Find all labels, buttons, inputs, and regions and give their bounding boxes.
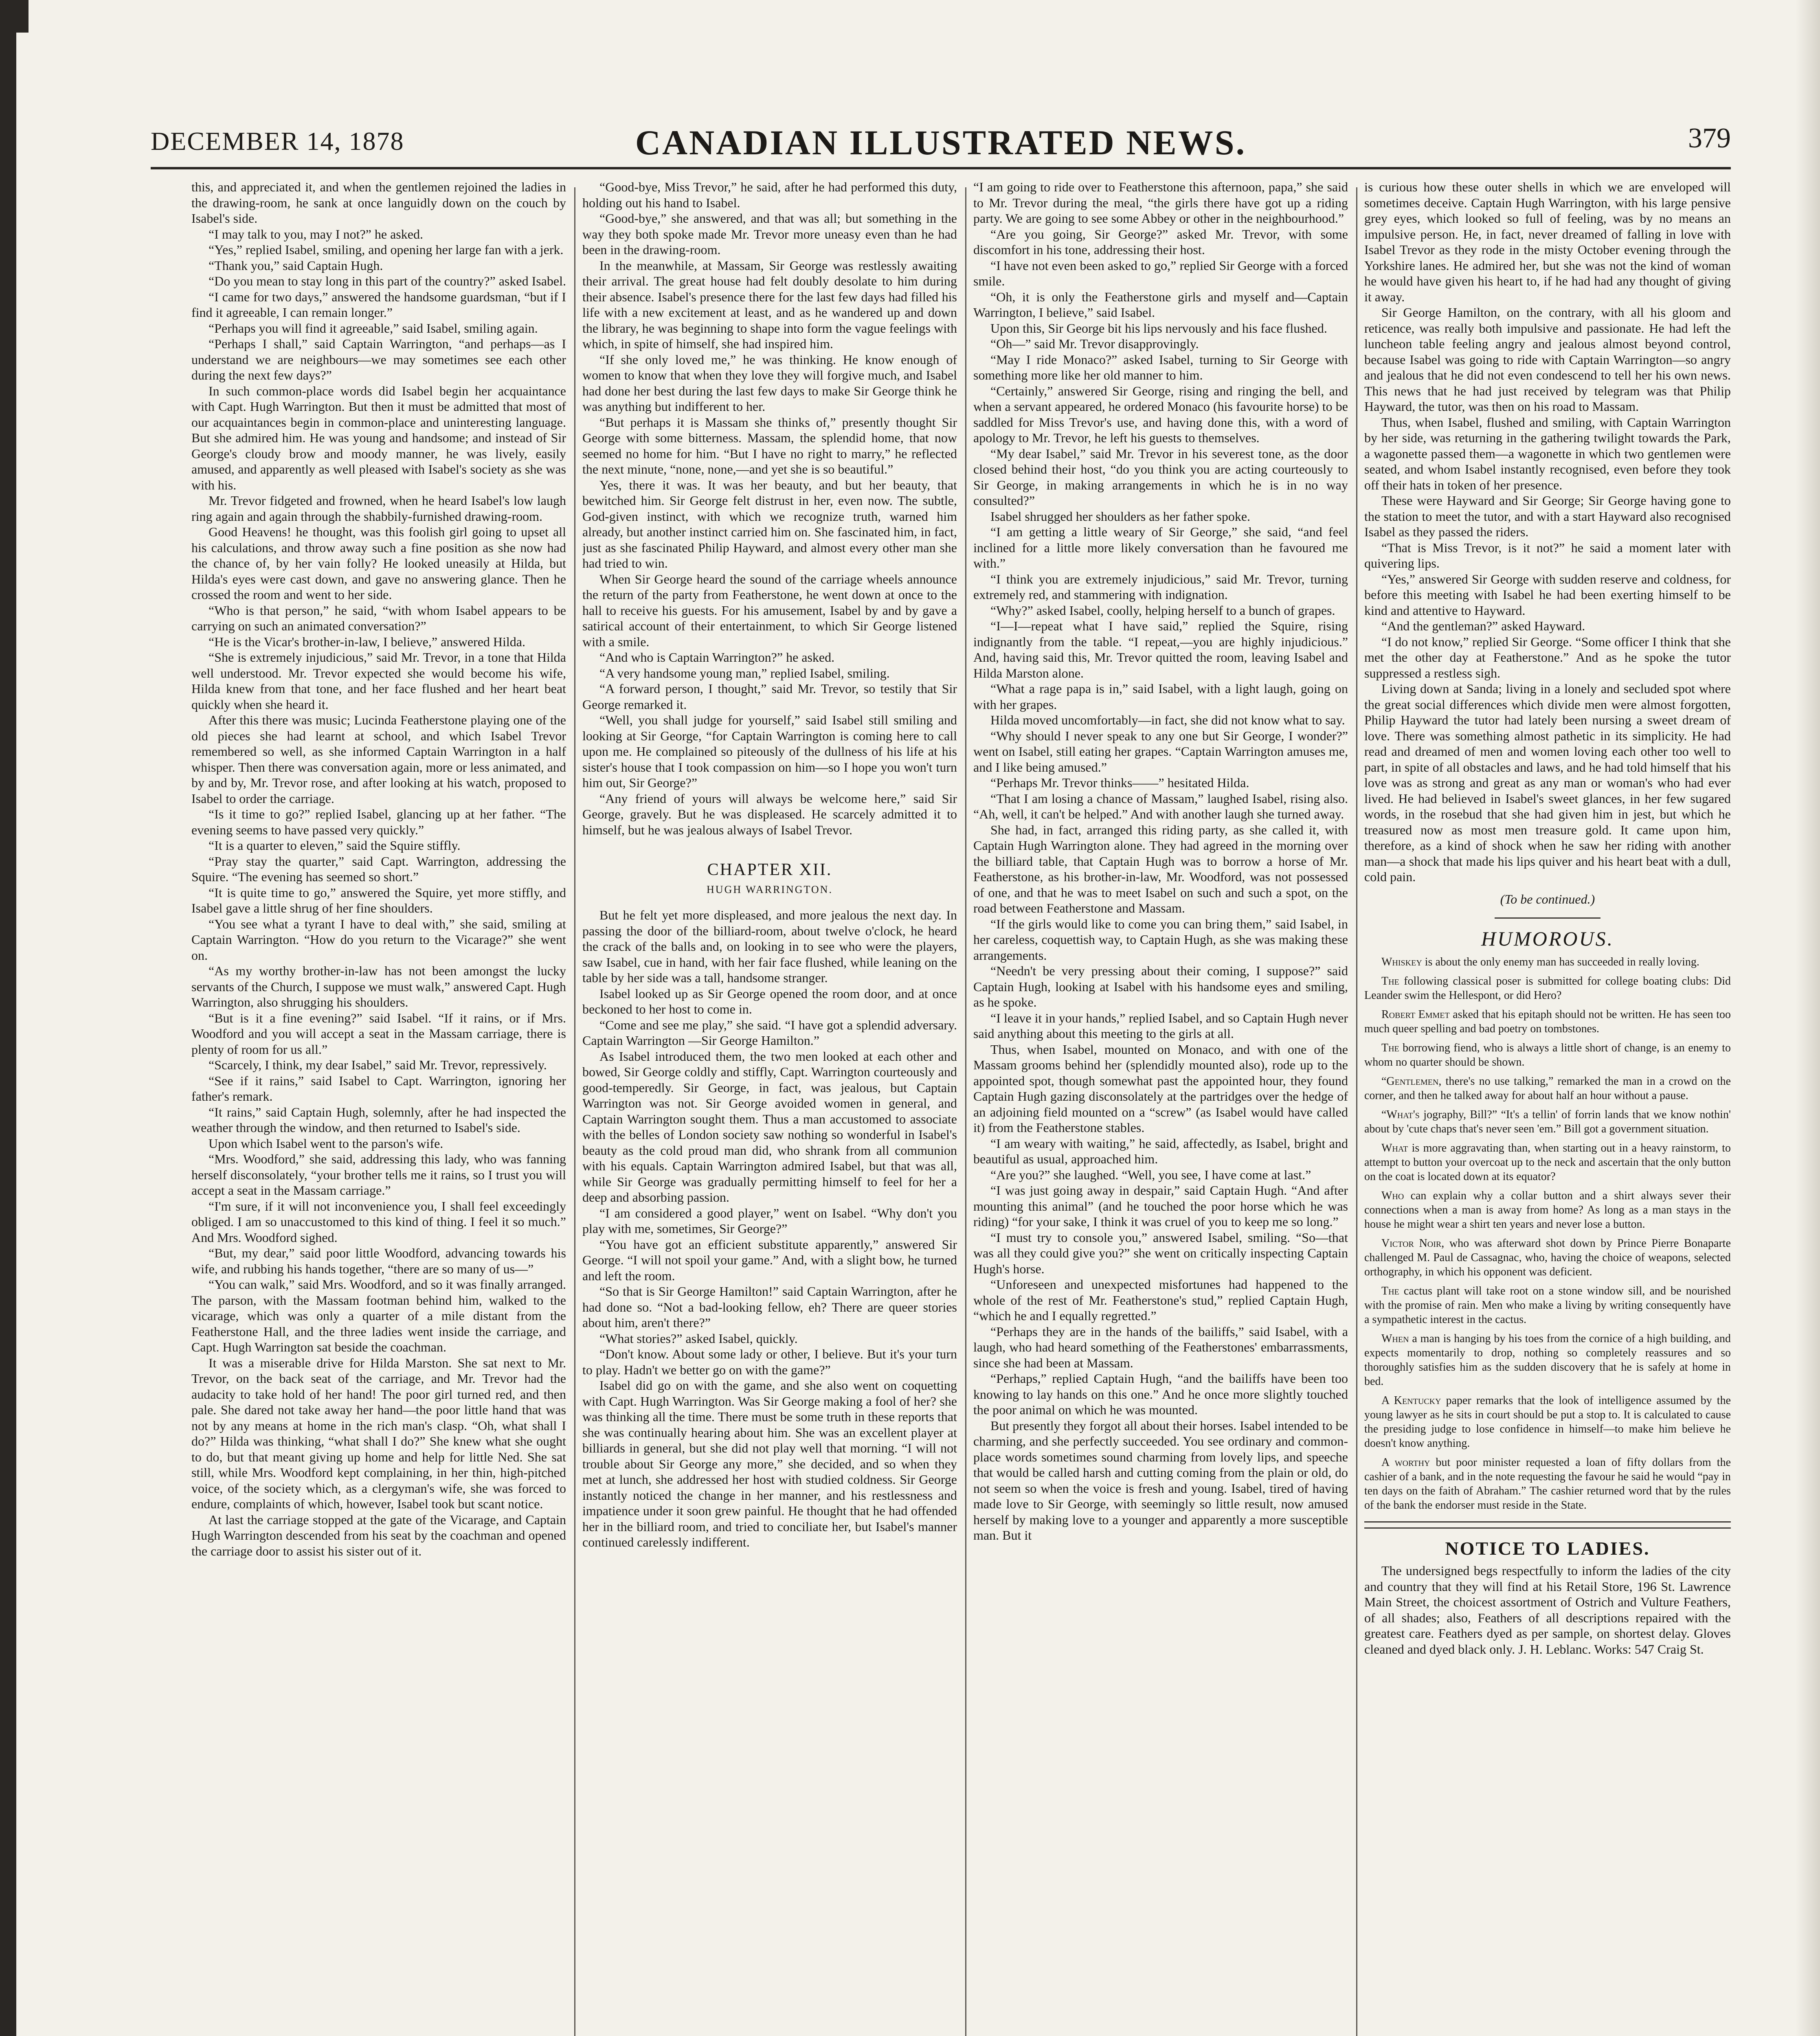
paragraph: “As my worthy brother-in-law has not been amongst the lucky servants of the Church, I suppose we must walk,” answered Capt. Hugh Warrington, also shrugging his shoulders. <box>191 963 566 1009</box>
humorous-lead: The <box>1381 1041 1399 1054</box>
paragraph: “Good-bye,” she answered, and that was all; but something in the way they both spoke made Mr. Trevor more uneasy even than he had been in the drawing-room. <box>582 211 957 257</box>
humorous-text: asked that his epitaph should not be written. He has seen too much queer spelling and bad poetry on tombstones. <box>1364 1008 1731 1035</box>
paragraph: “I'm sure, if it will not inconvenience you, I shall feel exceedingly obliged. I am so unaccustomed to this kind of thing. I feel it so much.” And Mrs. Woodford sighed. <box>191 1198 566 1245</box>
humorous-item <box>1364 1332 1731 1389</box>
paragraph: “Certainly,” answered Sir George, rising and ringing the bell, and when a servant appeared, he ordered Monaco (his favourite horse) to be saddled for Miss Trevor's use, and having done this, with a word of apology to Mr. Trevor, he left his guests to themselves. <box>973 383 1348 445</box>
paragraph: “She is extremely injudicious,” said Mr. Trevor, in a tone that Hilda well understood. Mr. Trevor expected she would become his wife, Hilda knew from that tone, and her face flushed and her heart beat quickly when she heard it. <box>191 650 566 712</box>
column-4 <box>1364 179 1731 2036</box>
paragraph: Thus, when Isabel, flushed and smiling, with Captain Warrington by her side, was returning in the gathering twilight towards the Park, a wagonette passed them—a wagonette in which two gentlemen were seated, and whom Isabel instantly recognised, even before they took off their hats in token of her presence. <box>1364 415 1731 492</box>
paragraph: “Oh—” said Mr. Trevor disapprovingly. <box>990 336 1199 351</box>
chapter-subtitle: HUGH WARRINGTON. <box>707 883 833 895</box>
paragraph: Good Heavens! he thought, was this foolish girl going to upset all his calculations, and throw away such a fine position as she now had the chance of, by her vain folly? He looked uneasily at Hilda, but Hilda's eyes were cast down, and gave no answering glance. Then he crossed the room and went to her side. <box>191 524 566 602</box>
paragraph: As Isabel introduced them, the two men looked at each other and bowed, Sir George coldly and stiffly, Capt. Warrington courteously and good-temperedly. Sir George, in fact, was jealous, but Captain Warrington was not. Sir George avoided women in general, and Captain Warrington sought them. Thus a man accustomed to associate with the belles of London society saw nothing so wonderful in Isabel's beauty as the cold proud man did, who shrank from all communion with his equals. Captain Warrington admired Isabel, but that was all, while Sir George was gradually permitting himself to feel for her a deep and absorbing passion. <box>582 1049 957 1204</box>
paragraph: “Thank you,” said Captain Hugh. <box>209 258 383 273</box>
page-edge <box>1796 0 1820 2036</box>
paragraph: “Perhaps you will find it agreeable,” said Isabel, smiling again. <box>209 320 538 336</box>
masthead <box>151 122 1731 169</box>
humorous-item <box>1364 974 1731 1003</box>
humorous-item <box>1364 1236 1731 1279</box>
paragraph: “Who is that person,” he said, “with whom Isabel appears to be carrying on such an animated conversation?” <box>191 603 566 633</box>
paragraph: “Perhaps they are in the hands of the bailiffs,” said Isabel, with a laugh, who had heard something of the Featherstones' embarrassments, since she had been at Massam. <box>973 1324 1348 1370</box>
column-rule <box>574 187 575 2036</box>
paragraph: “Mrs. Woodford,” she said, addressing this lady, who was fanning herself disconsolately, “your brother tells me it rains, so I trust you will accept a seat in the Massam carriage.” <box>191 1152 566 1198</box>
paragraph: “Scarcely, I think, my dear Isabel,” said Mr. Trevor, repressively. <box>209 1057 547 1072</box>
paragraph: Thus, when Isabel, mounted on Monaco, and with one of the Massam grooms behind her (splendidly mounted also), rode up to the appointed spot, though somewhat past the appointed hour, they found Captain Hugh gazing disconsolately at the partridges over the hedge of an adjoining field mounted on a “screw” (as Isabel would have called it) from the Featherstone stables. <box>973 1042 1348 1135</box>
paragraph: “I am considered a good player,” went on Isabel. “Why don't you play with me, sometimes, Sir George?” <box>582 1205 957 1236</box>
paragraph: “Needn't be very pressing about their coming, I suppose?” said Captain Hugh, looking at Isabel with his handsome eyes and smiling, as he spoke. <box>973 963 1348 1009</box>
paragraph: “You can walk,” said Mrs. Woodford, and so it was finally arranged. The parson, with the Massam footman behind him, walked to the vicarage, which was only a quarter of a mile distant from the Featherstone Hall, and the three ladies went inside the carriage, and Capt. Hugh Warrington sat beside the coachman. <box>191 1277 566 1354</box>
paragraph: Hilda moved uncomfortably—in fact, she did not know what to say. <box>990 713 1345 727</box>
paragraph: this, and appreciated it, and when the gentlemen rejoined the ladies in the drawing-room, he sank at once languidly down on the couch by Isabel's side. <box>191 180 566 226</box>
paragraph: She had, in fact, arranged this riding party, as she called it, with Captain Hugh Warrington alone. They had agreed in the morning over the billiard table, that Captain Hugh was to borrow a horse of Mr. Featherstone, as his brother-in-law, Mr. Woodford, was not possessed of one, and that he was to meet Isabel on such and such a spot, on the road between Featherstone and Massam. <box>973 822 1348 915</box>
paragraph: “And who is Captain Warrington?” he asked. <box>599 650 835 665</box>
issue-date: DECEMBER 14, 1878 <box>151 127 404 156</box>
paragraph: “But, my dear,” said poor little Woodford, advancing towards his wife, and rubbing his hands together, “there are so many of us—” <box>191 1246 566 1276</box>
paragraph: “Do you mean to stay long in this part of the country?” asked Isabel. <box>209 274 566 288</box>
paragraph: In such common-place words did Isabel begin her acquaintance with Capt. Hugh Warrington. But then it must be admitted that most of our acquaintances begin in common-place and uninteresting language. But she admired him. He was young and handsome; and instead of Sir George's cloudy brow and moody manner, he was lively, easily amused, and apparently as well pleased with Isabel's society as she was with his. <box>191 383 566 492</box>
humorous-lead: Robert Emmet <box>1381 1008 1450 1021</box>
divider <box>1364 1521 1731 1529</box>
paragraph: “It is quite time to go,” answered the Squire, yet more stiffly, and Isabel gave a little shrug of her fine shoulders. <box>191 885 566 915</box>
paragraph: “Yes,” answered Sir George with sudden reserve and coldness, for before this meeting with Isabel he had been exerting himself to be kind and attentive to Hayward. <box>1364 571 1731 618</box>
divider <box>1495 917 1600 919</box>
paragraph: “Come and see me play,” she said. “I have got a splendid adversary. Captain Warrington —Sir George Hamilton.” <box>582 1017 957 1048</box>
paragraph: Mr. Trevor fidgeted and frowned, when he heard Isabel's low laugh ring again and again through the shabbily-furnished drawing-room. <box>191 493 566 524</box>
paragraph: “I do not know,” replied Sir George. “Some officer I think that she met the other day at Featherstone.” And as he spoke the tutor suppressed a restless sigh. <box>1364 634 1731 680</box>
publication-title: CANADIAN ILLUSTRATED NEWS. <box>635 123 1247 162</box>
humorous-text: jography, Bill?” “It's a tellin' of forrin lands that we know nothin' about by 'cute chaps that's never seen 'em.” Bill got a government situation. <box>1364 1108 1731 1135</box>
paragraph: “Perhaps,” replied Captain Hugh, “and the bailiffs have been too knowing to lay hands on this one.” And he once more slightly touched the poor animal on which he was mounted. <box>973 1371 1348 1417</box>
paragraph: But he felt yet more displeased, and more jealous the next day. In passing the door of the billiard-room, about twelve o'clock, he heard the crack of the balls and, on looking in to see who were the players, saw Isabel, cue in hand, with her fair face flushed, while leaning on the table by her side was a tall, handsome stranger. <box>582 908 957 985</box>
humorous-item <box>1364 1141 1731 1184</box>
paragraph: “And the gentleman?” asked Hayward. <box>1381 619 1585 633</box>
paragraph: “It is a quarter to eleven,” said the Squire stiffly. <box>209 838 461 853</box>
paragraph: “May I ride Monaco?” asked Isabel, turning to Sir George with something more like her old manner to him. <box>973 352 1348 382</box>
humorous-item <box>1364 1041 1731 1069</box>
paragraph: But presently they forgot all about their horses. Isabel intended to be charming, and she perfectly succeeded. You see ordinary and common-place words sometimes sound charming from lovely lips, and speeche that would be called harsh and cutting coming from the plain or old, do not seem so when the voice is fresh and young. Isabel, tired of having made love to Sir George, with seemingly so little result, now amused herself by making love to a younger and apparently a more susceptible man. But it <box>973 1418 1348 1542</box>
column-rule <box>965 187 966 2036</box>
humorous-lead: Whiskey <box>1381 955 1422 968</box>
paragraph: “Pray stay the quarter,” said Capt. Warrington, addressing the Squire. “The evening has seemed so short.” <box>191 853 566 884</box>
humorous-item <box>1364 1007 1731 1036</box>
paragraph: “Don't know. About some lady or other, I believe. But it's your turn to play. Hadn't we better go on with the game?” <box>582 1347 957 1377</box>
notice-heading: NOTICE TO LADIES. <box>1445 1538 1650 1559</box>
column-3 <box>973 179 1348 2036</box>
humorous-text: paper remarks that the look of intelligence assumed by the young lawyer as he sits in court should be put a stop to. It is calculated to cause the presiding judge to lose confidence in himself—to make him believe he doesn't know anything. <box>1364 1394 1731 1450</box>
humorous-text: there's no use talking,” remarked the man in a crowd on the corner, and then he talked away for about half an hour without a pause. <box>1364 1075 1731 1102</box>
binding-corner <box>0 0 29 33</box>
paragraph: “I was just going away in despair,” said Captain Hugh. “And after mounting this animal” (and he touched the poor horse which he was riding) “for your sake, I think it was cruel of you to keep me so long.” <box>973 1183 1348 1229</box>
paragraph: “My dear Isabel,” said Mr. Trevor in his severest tone, as the door closed behind their host, “do you think you are acting courteously to Sir George, in making arrangements in which he is in no way consulted?” <box>973 446 1348 508</box>
humorous-heading: HUMOROUS. <box>1481 927 1614 950</box>
column-rule <box>1356 187 1357 2036</box>
paragraph: “But is it a fine evening?” said Isabel. “If it rains, or if Mrs. Woodford and you will accept a seat in the Massam carriage, there is plenty of room for us all.” <box>191 1010 566 1057</box>
paragraph: “I came for two days,” answered the handsome guardsman, “but if I find it agreeable, I can remain longer.” <box>191 289 566 320</box>
humorous-lead: What <box>1381 1141 1408 1154</box>
paragraph: “What stories?” asked Isabel, quickly. <box>599 1331 798 1346</box>
humorous-text: borrowing fiend, who is always a little short of change, is an enemy to whom no quarter should be shown. <box>1364 1041 1731 1068</box>
paragraph: “What a rage papa is in,” said Isabel, with a light laugh, going on with her grapes. <box>973 681 1348 712</box>
humorous-item <box>1364 1455 1731 1512</box>
paragraph: “Perhaps I shall,” said Captain Warrington, “and perhaps—as I understand we are neighbours—we may sometimes see each other during the next few days?” <box>191 336 566 382</box>
paragraph: In the meanwhile, at Massam, Sir George was restlessly awaiting their arrival. The great house had felt doubly desolate to him during their absence. Isabel's presence there for the last few days had filled his life with a new excitement at least, and as he wandered up and down the library, he was beginning to shape into form the vague feelings with which, in spite of himself, she had inspired him. <box>582 258 957 351</box>
humorous-item <box>1364 1393 1731 1450</box>
paragraph: Upon this, Sir George bit his lips nervously and his face flushed. <box>990 320 1327 336</box>
humorous-item <box>1364 955 1731 969</box>
paragraph: “I have not even been asked to go,” replied Sir George with a forced smile. <box>973 258 1348 288</box>
column-2 <box>582 179 957 2036</box>
humorous-text: who was afterward shot down by Prince Pierre Bonaparte challenged M. Paul de Cassagnac, who, having the choice of weapons, selected orthography, in which his opponent was deficient. <box>1364 1237 1731 1278</box>
paragraph: “Why should I never speak to any one but Sir George, I wonder?” went on Isabel, still eating her grapes. “Captain Warrington amuses me, and I like being amused.” <box>973 728 1348 774</box>
humorous-lead: When <box>1381 1332 1409 1345</box>
paragraph: “Why?” asked Isabel, coolly, helping herself to a bunch of grapes. <box>990 603 1335 618</box>
paragraph: “I am getting a little weary of Sir George,” she said, “and feel inclined for a little more likely conversation than he favoured me with.” <box>973 524 1348 570</box>
paragraph: Isabel did go on with the game, and she also went on coquetting with Capt. Hugh Warrington. Was Sir George making a fool of her? she was thinking all the time. There must be some truth in these reports that she was continually hearing about him. She was an excellent player at billiards in general, but she did not play well that morning. “I will not trouble about Sir George any more,” she decided, and so when they met at lunch, she addressed her host with studied coldness. Sir George instantly noticed the change in her manner, and his restlessness and impatience under it soon grew painful. He thought that he had offended her in the billiard room, and tried to conciliate her, but Isabel's manner continued carelessly indifferent. <box>582 1378 957 1549</box>
paragraph: “A very handsome young man,” replied Isabel, smiling. <box>599 665 890 680</box>
column-1 <box>191 179 566 2036</box>
paragraph: “Yes,” replied Isabel, smiling, and opening her large fan with a jerk. <box>209 242 564 257</box>
paragraph: “I am going to ride over to Featherstone this afternoon, papa,” she said to Mr. Trevor during the meal, “the girls there have got up a riding party. We are going to see some Abbey or other in the neighbourhood.” <box>973 180 1348 226</box>
paragraph: is curious how these outer shells in which we are enveloped will sometimes deceive. Captain Hugh Warrington, with his large pensive grey eyes, which looked so full of feeling, was by no means an impulsive person. He, in fact, never dreamed of falling in love with Isabel Trevor as they rode in the misty October evening through the Yorkshire lanes. He admired her, but she was not the kind of woman he would have given his heart to, if he had had any thought of giving it away. <box>1364 180 1731 304</box>
paragraph: “Oh, it is only the Featherstone girls and myself and—Captain Warrington, I believe,” said Isabel. <box>973 289 1348 320</box>
humorous-text: is about the only enemy man has succeeded in really loving. <box>1425 955 1699 968</box>
humorous-lead: “What's <box>1381 1108 1420 1121</box>
chapter-title: CHAPTER XII. <box>707 860 832 879</box>
paragraph: “Are you?” she laughed. “Well, you see, I have come at last.” <box>990 1167 1311 1182</box>
humorous-lead: A worthy <box>1381 1456 1430 1469</box>
paragraph: Isabel shrugged her shoulders as her father spoke. <box>990 509 1251 524</box>
to-be-continued: (To be continued.) <box>1500 891 1595 906</box>
humorous-lead: Victor Noir, <box>1381 1237 1445 1250</box>
humorous-item <box>1364 1074 1731 1103</box>
paragraph: “I think you are extremely injudicious,” said Mr. Trevor, turning extremely red, and stammering with indignation. <box>973 571 1348 602</box>
paragraph: “I am weary with waiting,” he said, affectedly, as Isabel, bright and beautiful as usual, approached him. <box>973 1136 1348 1166</box>
paragraph: “See if it rains,” said Isabel to Capt. Warrington, ignoring her father's remark. <box>191 1073 566 1104</box>
paragraph: “If the girls would like to come you can bring them,” said Isabel, in her careless, coquettish way, to Captain Hugh, as she was making these arrangements. <box>973 916 1348 963</box>
paragraph: “You see what a tyrant I have to deal with,” she said, smiling at Captain Warrington. “How do you return to the Vicarage?” she went on. <box>191 916 566 963</box>
humorous-item <box>1364 1284 1731 1327</box>
paragraph: Yes, there it was. It was her beauty, and but her beauty, that bewitched him. Sir George felt distrust in her, even now. The subtle, God-given instinct, with which we recognize truth, warned him already, but another instinct carried him on. She fascinated him, in fact, just as she fascinated Philip Hayward, and almost every other man she had tried to win. <box>582 477 957 570</box>
page-number: 379 <box>1688 123 1731 154</box>
paragraph: “But perhaps it is Massam she thinks of,” presently thought Sir George with some bitterness. Massam, the splendid home, that now seemed no home for him. “But I have no right to marry,” he reflected the next minute, “none, none,—and yet she is so beautiful.” <box>582 415 957 476</box>
paragraph: When Sir George heard the sound of the carriage wheels announce the return of the party from Featherstone, he went down at once to the hall to receive his guests. For his amusement, Isabel by and by gave a satirical account of their entertainment, to which Sir George listened with a smile. <box>582 571 957 649</box>
humorous-text: cactus plant will take root on a stone window sill, and be nourished with the promise of rain. Men who make a living by writing consequently have a sympathetic interest in the cactus. <box>1364 1284 1731 1326</box>
binding-edge <box>0 0 16 2036</box>
paragraph: “Any friend of yours will always be welcome here,” said Sir George, gravely. But he was displeased. He scarcely admitted it to himself, but he was jealous always of Isabel Trevor. <box>582 791 957 837</box>
humorous-text: can explain why a collar button and a shirt always sever their connections when a man is away from home? As long as a man stays in the house he might wear a shirt ten years and never lose a button. <box>1364 1189 1731 1231</box>
paragraph: After this there was music; Lucinda Featherstone playing one of the old pieces she had learnt at school, and which Isabel Trevor remembered so well, as she informed Captain Warrington in a half whisper. Then there was conversation again, more or less animated, and by and by, Mr. Trevor rose, and after looking at his watch, proposed to Isabel to order the carriage. <box>191 713 566 806</box>
humorous-text: following classical poser is submitted for college boating clubs: Did Leander swim the Hellespont, or did Hero? <box>1364 974 1731 1002</box>
paragraph: “Good-bye, Miss Trevor,” he said, after he had performed this duty, holding out his hand to Isabel. <box>582 180 957 210</box>
paragraph: “If she only loved me,” he was thinking. He know enough of women to know that when they love they will forgive much, and Isabel had done her best during the last few days to make Sir George think he was anything but indifferent to her. <box>582 352 957 414</box>
paragraph: These were Hayward and Sir George; Sir George having gone to the station to meet the tutor, and with a start Hayward also recognised Isabel as they passed the riders. <box>1364 493 1731 539</box>
humorous-lead: The <box>1381 974 1399 987</box>
humorous-item <box>1364 1108 1731 1136</box>
notice-text: The undersigned begs respectfully to inform the ladies of the city and country that they will find at his Retail Store, 196 St. Lawrence Main Street, the choicest assortment of Ostrich and Vulture Feathers, of all shades; also, Feathers of all descriptions repaired with the greatest care. Feathers dyed as per sample, on shortest delay. Gloves cleaned and dyed black only. J. H. Leblanc. Works: 547 Craig St. <box>1364 1563 1731 1656</box>
paragraph: “He is the Vicar's brother-in-law, I believe,” answered Hilda. <box>209 634 525 649</box>
columns <box>191 179 1731 2036</box>
paragraph: “You have got an efficient substitute apparently,” answered Sir George. “I will not spoil your game.” And, with a slight bow, he turned and left the room. <box>582 1237 957 1283</box>
paragraph: “I may talk to you, may I not?” he asked. <box>209 226 423 241</box>
paragraph: “A forward person, I thought,” said Mr. Trevor, so testily that Sir George remarked it. <box>582 681 957 712</box>
humorous-lead: “Gentlemen, <box>1381 1075 1442 1088</box>
paragraph: Sir George Hamilton, on the contrary, with all his gloom and reticence, was really both impulsive and passionate. He had left the luncheon table feeling angry and jealous almost beyond control, because Isabel was going to ride with Captain Warrington—so angry and jealous that he did not even condescend to tell her his own news. This news that he had just received by telegram was that Philip Hayward, the tutor, was then on his road to Massam. <box>1364 305 1731 414</box>
paragraph: “That I am losing a chance of Massam,” laughed Isabel, rising also. “Ah, well, it can't be helped.” And with another laugh she turned away. <box>973 791 1348 821</box>
humorous-lead: The <box>1381 1284 1399 1297</box>
humorous-text: is more aggravating than, when starting out in a heavy rainstorm, to attempt to button your overcoat up to the neck and ascertain that the only button on the coat is located down at its equator? <box>1364 1141 1731 1183</box>
paragraph: “That is Miss Trevor, is it not?” he said a moment later with quivering lips. <box>1364 540 1731 570</box>
paragraph: Living down at Sanda; living in a lonely and secluded spot where the great social differences which divide men were almost forgotten, Philip Hayward the tutor had lately been nursing a sweet dream of love. There was something almost pathetic in its simplicity. He had read and dreamed of men and women loving each other too well to part, in spite of all obstacles and laws, and he had told himself that his love was as strong and great as any man or woman's who had ever lived. He had believed in Isabel's sweet glances, in her few sugared words, in the rosebud that she had given him in jest, but which he treasured now as most men treasure gold. It came upon him, therefore, as a kind of shock when he saw her riding with another man—a shock that made his lips quiver and his heart beat with a dull, cold pain. <box>1364 681 1731 884</box>
humorous-lead: A Kentucky <box>1381 1394 1441 1407</box>
paragraph: At last the carriage stopped at the gate of the Vicarage, and Captain Hugh Warrington descended from his seat by the coachman and opened the carriage door to assist his sister out of it. <box>191 1512 566 1558</box>
paragraph: “Are you going, Sir George?” asked Mr. Trevor, with some discomfort in his tone, addressing their host. <box>973 226 1348 257</box>
humorous-text: but poor minister requested a loan of fifty dollars from the cashier of a bank, and in the note requesting the favour he said he would “pay in ten days on the faith of Abraham.” The cashier returned word that by the rules of the bank the endorser must reside in the State. <box>1364 1456 1731 1512</box>
humorous-text: a man is hanging by his toes from the cornice of a high building, and expects momentarily to drop, nothing so completely reassures and so thoroughly satisfies him as the sudden discovery that he is safely at home in bed. <box>1364 1332 1731 1388</box>
paragraph: “So that is Sir George Hamilton!” said Captain Warrington, after he had done so. “Not a bad-looking fellow, eh? There are queer stories about him, aren't there?” <box>582 1284 957 1330</box>
paragraph: “It rains,” said Captain Hugh, solemnly, after he had inspected the weather through the window, and then returned to Isabel's side. <box>191 1104 566 1135</box>
humorous-item <box>1364 1189 1731 1231</box>
paragraph: “I leave it in your hands,” replied Isabel, and so Captain Hugh never said anything about this meeting to the girls at all. <box>973 1010 1348 1041</box>
humorous-lead: Who <box>1381 1189 1404 1202</box>
paragraph: “I—I—repeat what I have said,” replied the Squire, rising indignantly from the table. “I repeat,—you are highly injudicious.” And, having said this, Mr. Trevor quitted the room, leaving Isabel and Hilda Marston alone. <box>973 619 1348 680</box>
paragraph: “I must try to console you,” answered Isabel, smiling. “So—that was all they could give you?” she went on critically inspecting Captain Hugh's horse. <box>973 1230 1348 1276</box>
paragraph: “Unforeseen and unexpected misfortunes had happened to the whole of the rest of Mr. Featherstone's stud,” replied Captain Hugh, “which he and I equally regretted.” <box>973 1277 1348 1323</box>
paragraph: “Perhaps Mr. Trevor thinks——” hesitated Hilda. <box>990 775 1249 790</box>
paragraph: “Well, you shall judge for yourself,” said Isabel still smiling and looking at Sir George, “for Captain Warrington is coming here to call upon me. He complained so piteously of the dullness of his life at his sister's house that I took compassion on him—so I hope you won't turn him out, Sir George?” <box>582 713 957 790</box>
paragraph: It was a miserable drive for Hilda Marston. She sat next to Mr. Trevor, on the back seat of the carriage, and Mr. Trevor had the audacity to take hold of her hand! The poor girl turned red, and then pale. She dared not take away her hand—the poor little hand that was not by any means at home in the rich man's clasp. “Oh, what shall I do?” Hilda was thinking, “what shall I do?” She knew what she ought to do, but that meant giving up home and help for little Ned. She sat still, while Mrs. Woodford kept complaining, in her thin, high-pitched voice, of the society which, as a clergyman's wife, she was forced to endure, complaints of which, however, Isabel took but scant notice. <box>191 1355 566 1511</box>
paragraph: Isabel looked up as Sir George opened the room door, and at once beckoned to her host to come in. <box>582 986 957 1016</box>
paragraph: Upon which Isabel went to the parson's wife. <box>209 1136 443 1151</box>
humorous-items <box>1364 955 1731 1512</box>
paragraph: “Is it time to go?” replied Isabel, glancing up at her father. “The evening seems to have passed very quickly.” <box>191 807 566 837</box>
